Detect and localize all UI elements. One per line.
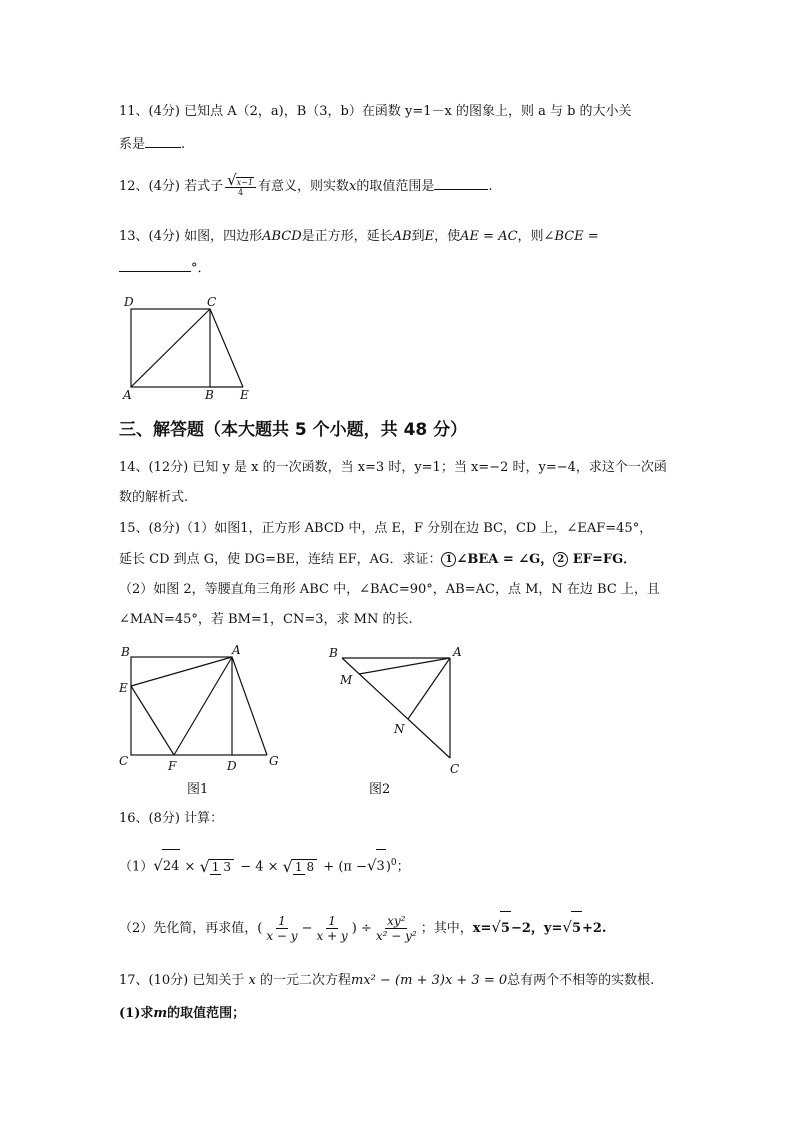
q16-p1-f2-num: 1	[294, 860, 303, 875]
q17-sub1-post: 的取值范围；	[167, 1006, 246, 1021]
label-a: A	[123, 388, 132, 402]
q17-text: 的一元二次方程	[260, 973, 352, 988]
fig1-label-b: B	[121, 645, 130, 659]
q17-sub1-pre: (1)求	[119, 1006, 154, 1021]
q17-text: 17、(10分) 已知关于	[119, 973, 245, 988]
q16-p2-x: x=	[472, 921, 492, 936]
q16-p2-f1-num: 1	[278, 914, 286, 928]
section-title: 三、解答题（本大题共 5 个小题，共 48 分）	[119, 420, 468, 440]
q17-line1	[119, 971, 654, 991]
q12-frac-num: x−1	[236, 178, 253, 187]
fig2-label-n: N	[394, 722, 405, 736]
q16-p2-frac3	[374, 914, 419, 943]
sqrt-sign: √	[562, 918, 572, 936]
sqrt-sign: √	[366, 856, 377, 875]
q16-p1-exp: 0	[390, 858, 397, 868]
q11-end: .	[181, 137, 186, 152]
q12-frac-den: 4	[237, 188, 244, 197]
q13-line1	[119, 227, 599, 247]
q16-p2-y: y=	[543, 921, 563, 936]
q16-p2-mid: ；其中，	[420, 921, 473, 936]
q16-p2-label: （2）先化简，再求值，(	[119, 921, 263, 936]
q15-line1: 15、(8分)（1）如图1，正方形 ABCD 中，点 E，F 分别在边 BC，CD 上，∠EAF=45°，	[119, 521, 653, 536]
q12-text: 12、(4分) 若式子	[119, 179, 224, 194]
q11-line1: 11、(4分) 已知点 A（2，a)，B（3，b）在函数 y=1－x 的图象上，则 a 与 b 的大小关	[119, 104, 632, 119]
q17-text: 总有两个不相等的实数根.	[507, 973, 655, 988]
fig2-label-a: A	[453, 645, 462, 659]
q13-e: E	[424, 229, 435, 244]
q16-p1-sqrt3: 3	[376, 849, 386, 884]
q16-p1-plus: + (π −	[323, 859, 367, 875]
q16-p2-div: ) ÷	[351, 921, 372, 936]
fig1-label-c: C	[119, 754, 129, 768]
sqrt-sign: √	[491, 918, 501, 936]
q13-end: °．	[191, 261, 211, 276]
circled-number-1: 1	[441, 552, 456, 567]
q13-text: ，使	[434, 229, 461, 244]
q16-p2-x-post: −2，	[510, 921, 544, 936]
q16-p2-x-rad: 5	[500, 911, 511, 946]
sqrt-sign: √	[282, 856, 293, 876]
q16-p1-frac2	[292, 859, 317, 874]
fig2-label-b: B	[329, 646, 338, 660]
fig2-label-m: M	[340, 673, 353, 687]
q13-angle: ∠BCE =	[543, 229, 599, 244]
q16-p2-frac2	[314, 914, 349, 943]
q12-fraction: $\frac{√x-1}{4}$	[225, 176, 256, 197]
label-e: E	[240, 388, 249, 402]
q15-line3: （2）如图 2，等腰直角三角形 ABC 中，∠BAC=90°，AB=AC，点 M，N 在边 BC 上，且	[119, 582, 660, 597]
q16-line1: 16、(8分) 计算：	[119, 811, 224, 826]
q15-line2	[119, 550, 636, 570]
q16-part2	[119, 910, 606, 946]
q16-p1-close: )	[385, 859, 391, 875]
q13-text: 到	[411, 229, 425, 244]
fig1-label-f: F	[168, 759, 177, 773]
q14-line2: 数的解析式.	[119, 490, 189, 505]
q16-p2-f2-num: 1	[328, 914, 336, 928]
q15-proof-1: ∠BEA = ∠G，	[456, 552, 554, 567]
q17-sub1	[119, 1004, 245, 1024]
q16-p1-sqrt24: 24	[162, 849, 181, 884]
q13-line2	[119, 258, 211, 279]
q15-text: 延长 CD 到点 G，使 DG=BE，连结 EF，AG．求证：	[119, 552, 442, 567]
q16-part1	[119, 846, 410, 884]
q12-text-a: 有意义，则实数	[257, 179, 349, 194]
q11-text: 系是	[119, 137, 146, 152]
label-d: D	[124, 295, 134, 309]
q15-line4: ∠MAN=45°，若 BM=1，CN=3，求 MN 的长.	[119, 612, 413, 627]
answer-blank	[434, 176, 488, 190]
q16-p2-f3-den: x² − y²	[375, 929, 417, 943]
q17-equation: mx² − (m + 3)x + 3 = 0	[351, 973, 508, 988]
q15-figure-2	[322, 640, 472, 780]
fig1-label-a: A	[232, 643, 241, 657]
q16-p2-y-post: +2.	[581, 921, 607, 936]
q16-p1-f2-den: 8	[306, 860, 315, 875]
q16-p2-f2-den: x + y	[316, 929, 348, 943]
q15-proof-2: EF=FG．	[568, 552, 637, 567]
fig1-caption: 图1	[187, 782, 209, 797]
fig1-label-e: E	[119, 681, 128, 695]
q13-figure	[118, 295, 258, 405]
label-b: B	[205, 388, 214, 402]
fig1-label-d: D	[227, 759, 237, 773]
q12-var: x	[348, 179, 357, 194]
q16-p1-times: ×	[184, 859, 196, 875]
q13-eq: AE = AC	[460, 229, 518, 244]
q16-p2-minus: −	[301, 921, 313, 936]
q17-x: x	[248, 973, 256, 988]
q15-figure-1	[115, 640, 290, 775]
q13-ab: AB	[392, 229, 412, 244]
answer-blank	[119, 258, 191, 272]
fig1-label-g: G	[269, 754, 279, 768]
label-c: C	[207, 295, 217, 309]
q16-p1-f1-num: 1	[211, 860, 220, 875]
q16-p2-frac1	[264, 914, 299, 943]
q12-end: .	[488, 179, 493, 194]
q13-text: 是正方形，延长	[301, 229, 393, 244]
q12-line	[119, 171, 493, 197]
q16-p1-label: （1）	[119, 859, 154, 875]
q17-sub1-m: m	[153, 1006, 168, 1021]
q16-p2-f3-num: xy²	[387, 914, 406, 928]
q16-p1-frac1	[209, 859, 234, 874]
q16-p2-y-rad: 5	[571, 911, 582, 946]
q13-text: ，则	[517, 229, 544, 244]
answer-blank	[145, 134, 181, 148]
q14-line1: 14、(12分) 已知 y 是 x 的一次函数，当 x=3 时，y=1；当 x=−2 时，y=−4，求这个一次函	[119, 460, 667, 475]
sqrt-sign: √	[153, 856, 163, 875]
fig2-label-c: C	[450, 762, 460, 776]
q16-p2-f1-den: x − y	[266, 929, 298, 943]
q16-p1-end: ；	[396, 859, 410, 875]
sqrt-sign: √	[199, 856, 210, 876]
q11-line2	[119, 134, 185, 155]
q13-abcd: ABCD	[262, 229, 302, 244]
fig2-caption: 图2	[369, 782, 391, 797]
q16-p1-f1-den: 3	[223, 860, 232, 875]
q13-text: 13、(4分) 如图，四边形	[119, 229, 263, 244]
q12-text-b: 的取值范围是	[356, 179, 435, 194]
q16-p1-minus: − 4 ×	[240, 859, 279, 875]
circled-number-2: 2	[553, 552, 568, 567]
